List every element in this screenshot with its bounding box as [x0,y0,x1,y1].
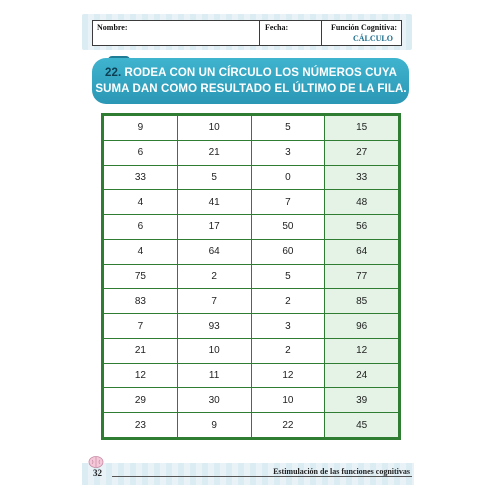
table-row [104,190,399,215]
instruction-line-1: RODEA CON UN CÍRCULO LOS NÚMEROS CUYA [124,67,398,79]
result-cell: 48 [325,190,399,215]
cognitive-function-label: Función Cognitiva: [330,23,397,32]
number-cell[interactable]: 83 [104,289,178,314]
number-cell[interactable]: 3 [251,140,325,165]
table-row [104,314,399,339]
number-cell[interactable]: 7 [177,289,251,314]
header-divider [259,21,260,45]
number-cell[interactable]: 10 [177,116,251,141]
number-cell[interactable]: 7 [251,190,325,215]
number-cell[interactable]: 2 [251,338,325,363]
table-row [104,338,399,363]
result-cell: 12 [325,338,399,363]
instruction-line-2: SUMA DAN COMO RESULTADO EL ÚLTIMO DE LA FILA. [95,83,407,95]
number-cell[interactable]: 12 [104,363,178,388]
number-cell[interactable]: 9 [177,413,251,438]
number-cell[interactable]: 22 [251,413,325,438]
number-cell[interactable]: 11 [177,363,251,388]
number-cell[interactable]: 5 [177,165,251,190]
number-cell[interactable]: 29 [104,388,178,413]
number-cell[interactable]: 3 [251,314,325,339]
result-cell: 24 [325,363,399,388]
brain-icon [88,455,104,469]
table-row [104,363,399,388]
number-cell[interactable]: 2 [177,264,251,289]
page-number: 32 [93,468,102,478]
table-row [104,215,399,240]
number-cell[interactable]: 6 [104,215,178,240]
number-cell[interactable]: 93 [177,314,251,339]
number-cell[interactable]: 75 [104,264,178,289]
result-cell: 39 [325,388,399,413]
number-cell[interactable]: 6 [104,140,178,165]
result-cell: 96 [325,314,399,339]
cognitive-function-value: CÁLCULO [352,34,393,43]
number-cell[interactable]: 50 [251,215,325,240]
number-cell[interactable]: 17 [177,215,251,240]
number-cell[interactable]: 5 [251,116,325,141]
instruction-text [94,65,408,97]
student-info-box [92,20,402,46]
number-cell[interactable]: 12 [251,363,325,388]
number-cell[interactable]: 10 [251,388,325,413]
number-cell[interactable]: 21 [177,140,251,165]
number-cell[interactable]: 10 [177,338,251,363]
result-cell: 56 [325,215,399,240]
footer-rule [112,476,412,477]
header-divider [321,21,322,45]
number-cell[interactable]: 64 [177,239,251,264]
table-row [104,264,399,289]
result-cell: 85 [325,289,399,314]
name-label: Nombre: [97,23,128,32]
number-cell[interactable]: 4 [104,239,178,264]
table-row [104,140,399,165]
number-cell[interactable]: 41 [177,190,251,215]
number-cell[interactable]: 60 [251,239,325,264]
number-cell[interactable]: 4 [104,190,178,215]
result-cell: 15 [325,116,399,141]
number-cell[interactable]: 33 [104,165,178,190]
grid-body [104,116,399,438]
number-cell[interactable]: 2 [251,289,325,314]
date-label: Fecha: [265,23,289,32]
result-cell: 27 [325,140,399,165]
number-cell[interactable]: 7 [104,314,178,339]
number-cell[interactable]: 9 [104,116,178,141]
footer-title: Estimulación de las funciones cognitivas [273,467,410,476]
number-cell[interactable]: 23 [104,413,178,438]
table-row [104,116,399,141]
table-row [104,413,399,438]
table-row [104,239,399,264]
number-cell[interactable]: 5 [251,264,325,289]
number-cell[interactable]: 21 [104,338,178,363]
exercise-number: 22. [104,67,122,79]
table-row [104,289,399,314]
table-row [104,165,399,190]
number-cell[interactable]: 30 [177,388,251,413]
number-cell[interactable]: 0 [251,165,325,190]
table-row [104,388,399,413]
numbers-grid [101,113,401,440]
result-cell: 45 [325,413,399,438]
result-cell: 77 [325,264,399,289]
result-cell: 33 [325,165,399,190]
result-cell: 64 [325,239,399,264]
